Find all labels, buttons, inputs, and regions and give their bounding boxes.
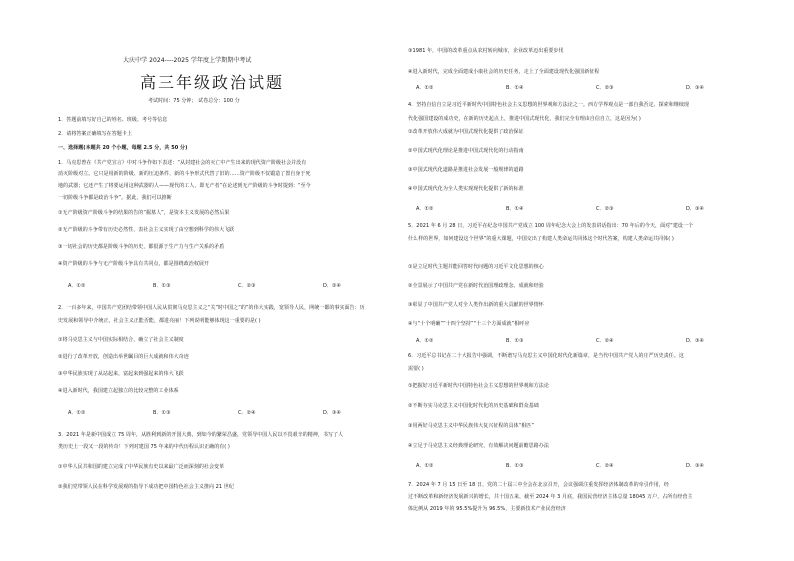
question-2-option: ①将马克思主义与中国实际相结合，确立了社会主义制度 (58, 337, 184, 343)
answer-choice: A．①② (416, 85, 434, 91)
section-heading: 一、选择题(本题共 20 个小题，每题 2.5 分，共 50 分) (58, 145, 188, 151)
question-5-line: 5．2021 年 6 月 28 日，习近平在纪念中国共产党成立 100 周年纪念大会上的发表讲话指出：70 年后的今天，面对“建设一个 (408, 223, 694, 229)
question-1-option: ③一切社会的历史都是阶级斗争的历史，都很源于生产力与生产关系的矛盾 (58, 244, 225, 250)
question-2-line: 2．一百多年来，中国共产党团结带领中国人民从贯彻马克思主义之“关”时中国之“的”的伟大实践，宽领导人民，网统一都的事实面告：历 (58, 305, 365, 311)
answer-choice: C．②③ (596, 206, 614, 212)
question-1-option: ④资产阶级的斗争与无产阶级斗争具有共同点，都是围绕政治权展开 (58, 261, 209, 267)
answer-choice: B．①③ (153, 283, 171, 289)
answer-choice: D．③④ (686, 85, 705, 91)
question-1-line: 地的武器；它还产生了将要运用这种武器的人——现代的工人，即无产者”在论述到无产阶级的斗争时提到：“至今 (58, 183, 311, 189)
question-7-line: 体比例从 2019 年的 95.5%提升为 96.5%，主要新技术产业民营经济 (408, 506, 566, 512)
question-3-line: 3．2021 年是新中国成立 75 周年，从胜利到新的开国大典，到如今的繁荣昌盛，党领导中国人民以不畏艰辛的精神，书写了人 (58, 432, 344, 438)
question-6-option: ①把握好习近平新时代中国特色社会主义思想的世界观和方法论 (408, 383, 549, 389)
question-3-option: ①中华人民共和国的建立完成了中华民族有史以来最广泛而深刻的社会变革 (58, 464, 225, 470)
answer-choice: C．②③ (238, 283, 256, 289)
question-3-option: ②我们党带领人民在科学发展观的指导下成功把中国特色社会主义推向 21 世纪 (58, 484, 234, 490)
answer-choice: D．③④ (686, 206, 705, 212)
answer-choice: D．③④ (686, 338, 705, 344)
answer-choice: D．③④ (323, 410, 342, 416)
question-5-option: ②全景展示了中国共产党在新时代治国理政理念、成就和经验 (408, 283, 544, 289)
answer-choice: D．②④ (323, 283, 342, 289)
exam-info: 考试时间：75 分钟； 试卷总分：100 分 (148, 98, 240, 104)
question-6-line: 6．习近平总书记在二十大报告中强调，不断谱写马克思主义中国化时代化新篇章，是当代中国共产党人的庄严历史责任。这 (408, 353, 684, 359)
question-4-option: ①改革开放伟大成就为中国式现代化提供了政治保证 (408, 129, 524, 135)
answer-choice: B．①③ (153, 410, 171, 416)
question-6-option: ②不断夯实马克思主义中国化时代化的历史基础和群众基础 (408, 403, 539, 409)
question-6-line: 需要( ) (408, 366, 424, 372)
question-2-line: 史发展和领导中介统正，社会主义正能否能，都进亮丽！下列说明能够体现这一重要的是( ) (58, 318, 261, 324)
question-1-line: 1．马克思曾在《共产党宣言》中对斗争作如下表述：“从封建社会的灭亡中产生出来的现代资产阶级社会并没有 (58, 160, 307, 166)
question-5-option: ③彰显了中国共产党人对全人类作出新的重大贡献的世界情怀 (408, 302, 544, 308)
answer-choice: B．①④ (506, 206, 524, 212)
answer-choice: A．①② (416, 463, 434, 469)
question-1-option: ①无产阶级资产阶级斗争的结果的告的“掘墓人”，是资本主义发展的必然后果 (58, 210, 230, 216)
question-4-option: ④中国式现代化为全人类实现现代化提供了新的标准 (408, 186, 524, 192)
answer-choice: C．②③ (596, 85, 614, 91)
question-7-line: 7．2024 年 7 月 15 日至 18 日，党的二十届三中全会在北京召开，会议强调注重发挥经济体制改革的牵引作用，经 (408, 482, 669, 488)
question-5-option: ①是立足时代主题并能回答时代问题的习近平文化思想的核心 (408, 264, 544, 270)
question-1-line: 一切阶级斗争都是政治斗争”。据此，我们可以推断 (58, 195, 172, 201)
question-5-option: ④与“十个明确”“十四个坚持”“十三个方面成就”相呼应 (408, 321, 530, 327)
answer-choice: A．①② (68, 283, 86, 289)
answer-choice: C．②④ (596, 338, 614, 344)
question-6-option: ④立足于马克思主义经典理论研究，有效解决问题前瞻思路办法 (408, 443, 549, 449)
question-3-option: ③1981 年，中国的改革重点从农村转向城市，企业改革迈出重要步伐 (408, 48, 564, 54)
question-6-option: ③用两好马克思主义中华民族伟大复兴征程的具体“相匹” (408, 423, 534, 429)
question-7-line: 过不断改革和新经济发展新兴的增长，共十国五来，截至 2024 年 3 月底，我国民营经济主体总量 18045 万户，占所有经营主 (408, 494, 693, 500)
answer-choice: C．②④ (238, 410, 256, 416)
question-3-line: 类历史上一段又一段的传奇！下列对建国 75 年来的中代历程认识正确的有( ) (58, 444, 230, 450)
answer-choice: A．①② (416, 338, 434, 344)
question-4-line: 代化强国建设的成功史，在新的历史起点上，推进中国式现代化，我们完全有理由自信自立，这是因为( ) (408, 116, 641, 122)
question-1-line: 消灭阶级对立。它只是用新的阶级、新的压迫条件、新的斗争形式代替了旧的……资产阶级不仅锻造了置自身于死 (58, 171, 311, 177)
answer-choice: A．①② (416, 206, 434, 212)
question-3-option: ④进入新时代，完成全面建成小康社会的历史任务，走上了全面建设现代化强国新征程 (408, 69, 600, 75)
notice-2: 2．请将答案正确填写在答题卡上 (58, 131, 132, 137)
answer-choice: B．①③ (506, 338, 524, 344)
question-2-option: ④进入新时代，我国建立起独立的比较完整的工业体系 (58, 388, 179, 394)
answer-choice: B．①④ (506, 85, 524, 91)
question-1-option: ②无产阶级的斗争带有历史必然性，表社会主义实现了由空想到科学的伟大飞跃 (58, 227, 235, 233)
school-exam-line: 大庆中学 2024----2025 学年度上学期期中考试 (123, 57, 252, 64)
notice-1: 1．答题前填写好自己的姓名、班级、考号等信息 (58, 117, 168, 123)
question-2-option: ②进行了改革开放，创造出举世瞩目的巨大成就和伟大奇迹 (58, 354, 189, 360)
answer-choice: D．③④ (686, 463, 705, 469)
question-4-option: ③中国式现代化道路是推进社会发展一般规律的道路 (408, 167, 524, 173)
answer-choice: C．②④ (596, 463, 614, 469)
page-title: 高三年级政治试题 (140, 73, 285, 92)
answer-choice: A．①② (68, 410, 86, 416)
question-5-line: 什么样的世界，如何建设这个世界”的重大课题，中国交出了构建人类命运共同体这个时代答案，构建人类命运共同体( ) (408, 236, 674, 242)
answer-choice: B．①③ (506, 463, 524, 469)
question-4-option: ②中国式现代化理论是推进中国式现代化的行动指南 (408, 148, 524, 154)
question-4-line: 4．坚持自信自立是习近平新时代中国特色社会主义思想的世界观和方法论之一。西方学界观点是一部自我否定、探索和继续现 (408, 102, 689, 108)
question-2-option: ③中华民族实现了从站起来，富起来到强起来的伟大飞跃 (58, 371, 184, 377)
